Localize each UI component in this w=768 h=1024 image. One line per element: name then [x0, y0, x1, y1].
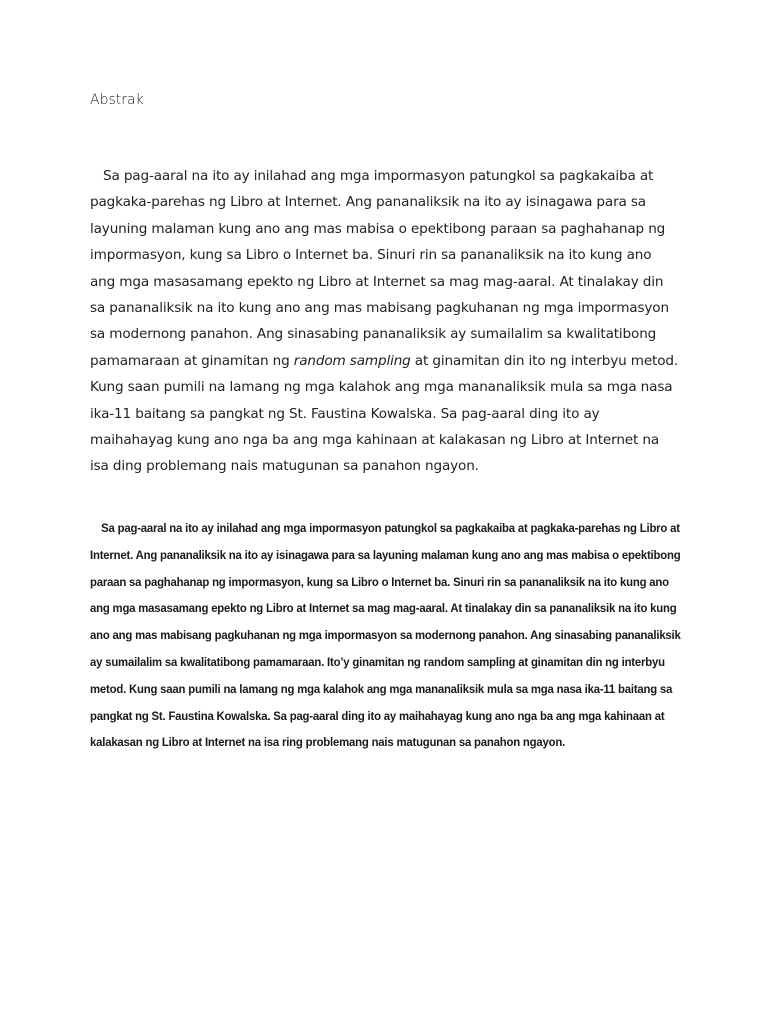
- paragraph-1-text-start: Sa pag-aaral na ito ay inilahad ang mga impormasyon patungkol sa pagkakaiba at pagkaka-parehas ng Libro at Internet. Ang pananaliksik na ito ay isinagawa para sa layuning malaman kung ano ang mas mabisa o epektibong paraan sa paghahanap ng impormasyon, kung sa Libro o Internet ba. Sinuri rin sa pananaliksik na ito kung ano ang mga masasamang epekto ng Libro at Internet sa mag mag-aaral. At tinalakay din sa pananaliksik na ito kung ano ang mas mabisang pagkuhanan ng mga impormasyon sa modernong panahon. Ang sinasabing pananaliksik ay sumailalim sa kwalitatibong pamamaraan at ginamitan ng: [90, 168, 669, 369]
- paragraph-1-text-end: at ginamitan din ito ng interbyu metod. Kung saan pumili na lamang ng mga kalahok ang mga mananaliksik mula sa mga nasa ika-11 baitang sa pangkat ng St. Faustina Kowalska. Sa pag-aaral ding ito ay maihahayag kung ano nga ba ang mga kahinaan at kalakasan ng Libro at Internet na isa ding problemang nais matugunan sa panahon ngayon.: [90, 352, 679, 475]
- abstract-paragraph-2: Sa pag-aaral na ito ay inilahad ang mga impormasyon patungkol sa pagkakaiba at pagkaka-parehas ng Libro at Internet. Ang pananaliksik na ito ay isinagawa para sa layuning malaman kung ano ang mas mabisa o epektibong paraan sa paghahanap ng impormasyon, kung sa Libro o Internet ba. Sinuri rin sa pananaliksik na ito kung ano ang mga masasamang epekto ng Libro at Internet sa mag mag-aaral. At tinalakay din sa pananaliksik na ito kung ano ang mas mabisang pagkuhanan ng mga impormasyon sa modernong panahon. Ang sinasabing pananaliksik ay sumailalim sa kwalitatibong pamamaraan. Ito’y ginamitan ng random sampling at ginamitan din ng interbyu metod. Kung saan pumili na lamang ng mga kalahok ang mga mananaliksik mula sa mga nasa ika-11 baitang sa pangkat ng St. Faustina Kowalska. Sa pag-aaral ding ito ay maihahayag kung ano nga ba ang mga kahinaan at kalakasan ng Libro at Internet na isa ring problemang nais matugunan sa panahon ngayon.: [90, 521, 681, 750]
- abstract-heading: Abstrak: [90, 92, 144, 108]
- abstract-paragraph-1: [90, 163, 680, 480]
- paragraph-1-italic-term: random sampling: [293, 352, 411, 369]
